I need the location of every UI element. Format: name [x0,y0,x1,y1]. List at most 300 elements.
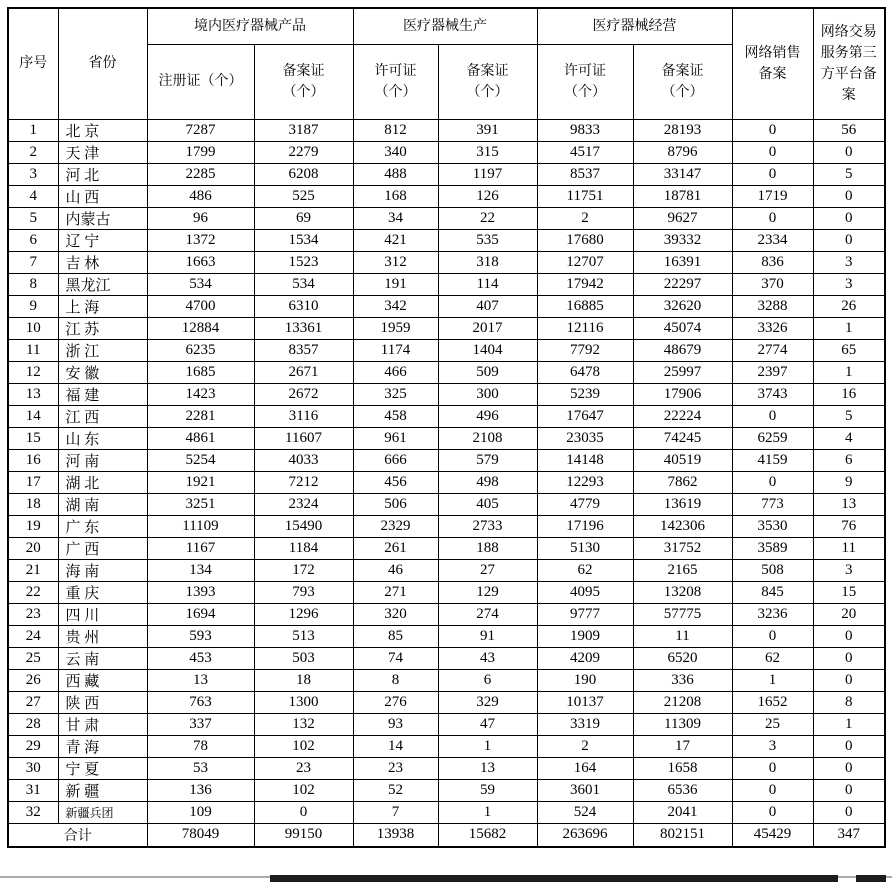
value-cell: 46 [353,559,438,581]
province-cell: 广 东 [58,515,147,537]
value-cell: 0 [732,141,813,163]
value-cell: 5254 [147,449,254,471]
total-value-cell: 45429 [732,823,813,847]
bottom-border-bar [270,875,838,882]
value-cell: 43 [438,647,537,669]
value-cell: 3187 [254,119,353,141]
seq-cell: 25 [8,647,58,669]
value-cell: 12116 [537,317,633,339]
seq-cell: 2 [8,141,58,163]
header-province: 省份 [58,8,147,119]
value-cell: 17 [633,735,732,757]
value-cell: 0 [813,141,885,163]
value-cell: 22297 [633,273,732,295]
province-cell: 辽 宁 [58,229,147,251]
value-cell: 126 [438,185,537,207]
value-cell: 17680 [537,229,633,251]
province-cell: 广 西 [58,537,147,559]
value-cell: 6 [813,449,885,471]
value-cell: 0 [813,185,885,207]
value-cell: 1909 [537,625,633,647]
medical-device-stats-table [7,7,886,848]
value-cell: 1372 [147,229,254,251]
value-cell: 666 [353,449,438,471]
value-cell: 7792 [537,339,633,361]
table-row [8,669,885,691]
value-cell: 5 [813,405,885,427]
value-cell: 6208 [254,163,353,185]
value-cell: 0 [813,647,885,669]
value-cell: 261 [353,537,438,559]
value-cell: 164 [537,757,633,779]
value-cell: 300 [438,383,537,405]
seq-cell: 14 [8,405,58,427]
value-cell: 1 [813,713,885,735]
header-group-production: 医疗器械生产 [353,8,537,44]
table-row [8,581,885,603]
value-cell: 188 [438,537,537,559]
value-cell: 2 [537,207,633,229]
value-cell: 405 [438,493,537,515]
value-cell: 11 [813,537,885,559]
seq-cell: 6 [8,229,58,251]
header-network-platform-line1: 网络交易 [820,24,877,40]
value-cell: 6520 [633,647,732,669]
value-cell: 26 [813,295,885,317]
header-product-filing-cert [254,44,353,119]
value-cell: 78 [147,735,254,757]
value-cell: 1167 [147,537,254,559]
value-cell: 496 [438,405,537,427]
value-cell: 0 [732,207,813,229]
value-cell: 17942 [537,273,633,295]
seq-cell: 8 [8,273,58,295]
value-cell: 57775 [633,603,732,625]
value-cell: 114 [438,273,537,295]
table-row [8,537,885,559]
province-cell: 江 西 [58,405,147,427]
table-header [8,8,885,119]
value-cell: 102 [254,735,353,757]
value-cell: 1 [732,669,813,691]
value-cell: 4700 [147,295,254,317]
province-cell: 黑龙江 [58,273,147,295]
value-cell: 0 [732,757,813,779]
value-cell: 276 [353,691,438,713]
value-cell: 136 [147,779,254,801]
table-row [8,229,885,251]
value-cell: 23 [353,757,438,779]
value-cell: 3288 [732,295,813,317]
value-cell: 32620 [633,295,732,317]
province-cell: 甘 肃 [58,713,147,735]
province-cell: 湖 南 [58,493,147,515]
table-row [8,339,885,361]
seq-cell: 32 [8,801,58,823]
value-cell: 340 [353,141,438,163]
seq-cell: 11 [8,339,58,361]
value-cell: 0 [732,779,813,801]
value-cell: 9 [813,471,885,493]
value-cell: 6536 [633,779,732,801]
value-cell: 274 [438,603,537,625]
value-cell: 13 [813,493,885,515]
value-cell: 11 [633,625,732,647]
seq-cell: 29 [8,735,58,757]
value-cell: 312 [353,251,438,273]
header-group-row [8,8,885,44]
header-operation-license [537,44,633,119]
province-cell: 上 海 [58,295,147,317]
header-production-filing [438,44,537,119]
value-cell: 1 [438,735,537,757]
value-cell: 525 [254,185,353,207]
value-cell: 0 [813,229,885,251]
value-cell: 466 [353,361,438,383]
value-cell: 12884 [147,317,254,339]
seq-cell: 17 [8,471,58,493]
value-cell: 0 [813,669,885,691]
value-cell: 4209 [537,647,633,669]
province-cell: 西 藏 [58,669,147,691]
header-group-operation: 医疗器械经营 [537,8,732,44]
seq-cell: 20 [8,537,58,559]
value-cell: 329 [438,691,537,713]
value-cell: 40519 [633,449,732,471]
value-cell: 11309 [633,713,732,735]
value-cell: 109 [147,801,254,823]
value-cell: 3530 [732,515,813,537]
value-cell: 1393 [147,581,254,603]
value-cell: 2108 [438,427,537,449]
table-row [8,735,885,757]
value-cell: 172 [254,559,353,581]
value-cell: 48679 [633,339,732,361]
value-cell: 15490 [254,515,353,537]
value-cell: 34 [353,207,438,229]
value-cell: 85 [353,625,438,647]
seq-cell: 13 [8,383,58,405]
value-cell: 2774 [732,339,813,361]
header-network-sales [732,8,813,119]
value-cell: 74245 [633,427,732,449]
table-row [8,801,885,823]
value-cell: 2281 [147,405,254,427]
seq-cell: 4 [8,185,58,207]
value-cell: 593 [147,625,254,647]
value-cell: 69 [254,207,353,229]
table-row [8,691,885,713]
total-value-cell: 802151 [633,823,732,847]
table-row [8,449,885,471]
value-cell: 0 [732,471,813,493]
value-cell: 0 [732,625,813,647]
header-network-sales-line2: 备案 [758,66,787,82]
value-cell: 13361 [254,317,353,339]
value-cell: 25997 [633,361,732,383]
value-cell: 0 [732,119,813,141]
province-cell: 河 南 [58,449,147,471]
value-cell: 2397 [732,361,813,383]
value-cell: 498 [438,471,537,493]
value-cell: 18 [254,669,353,691]
value-cell: 22224 [633,405,732,427]
value-cell: 5 [813,163,885,185]
seq-cell: 9 [8,295,58,317]
value-cell: 7 [353,801,438,823]
value-cell: 2041 [633,801,732,823]
value-cell: 337 [147,713,254,735]
province-cell: 新疆兵团 [58,801,147,823]
value-cell: 3326 [732,317,813,339]
seq-cell: 3 [8,163,58,185]
value-cell: 1719 [732,185,813,207]
value-cell: 1685 [147,361,254,383]
province-cell: 贵 州 [58,625,147,647]
value-cell: 2 [537,735,633,757]
value-cell: 3 [813,273,885,295]
value-cell: 2733 [438,515,537,537]
value-cell: 12707 [537,251,633,273]
value-cell: 1652 [732,691,813,713]
value-cell: 407 [438,295,537,317]
table-row [8,757,885,779]
seq-cell: 19 [8,515,58,537]
value-cell: 1423 [147,383,254,405]
value-cell: 3743 [732,383,813,405]
value-cell: 1 [813,361,885,383]
value-cell: 2329 [353,515,438,537]
value-cell: 4159 [732,449,813,471]
value-cell: 961 [353,427,438,449]
value-cell: 1921 [147,471,254,493]
table-row [8,559,885,581]
value-cell: 421 [353,229,438,251]
value-cell: 2279 [254,141,353,163]
total-value-cell: 15682 [438,823,537,847]
value-cell: 11109 [147,515,254,537]
value-cell: 509 [438,361,537,383]
total-row [8,823,885,847]
value-cell: 3116 [254,405,353,427]
seq-cell: 15 [8,427,58,449]
value-cell: 3601 [537,779,633,801]
province-cell: 云 南 [58,647,147,669]
value-cell: 16 [813,383,885,405]
value-cell: 0 [732,405,813,427]
value-cell: 168 [353,185,438,207]
province-cell: 福 建 [58,383,147,405]
seq-cell: 10 [8,317,58,339]
value-cell: 1174 [353,339,438,361]
value-cell: 13619 [633,493,732,515]
value-cell: 0 [732,163,813,185]
value-cell: 1523 [254,251,353,273]
table-row [8,427,885,449]
value-cell: 503 [254,647,353,669]
province-cell: 宁 夏 [58,757,147,779]
value-cell: 1 [438,801,537,823]
seq-cell: 31 [8,779,58,801]
value-cell: 325 [353,383,438,405]
value-cell: 91 [438,625,537,647]
value-cell: 33147 [633,163,732,185]
value-cell: 0 [732,801,813,823]
value-cell: 486 [147,185,254,207]
province-cell: 内蒙古 [58,207,147,229]
bottom-border-bar-right [856,875,886,882]
value-cell: 320 [353,603,438,625]
table-row [8,251,885,273]
value-cell: 28193 [633,119,732,141]
value-cell: 1959 [353,317,438,339]
value-cell: 142306 [633,515,732,537]
value-cell: 47 [438,713,537,735]
value-cell: 22 [438,207,537,229]
value-cell: 2671 [254,361,353,383]
province-cell: 北 京 [58,119,147,141]
province-cell: 天 津 [58,141,147,163]
value-cell: 96 [147,207,254,229]
value-cell: 132 [254,713,353,735]
value-cell: 7287 [147,119,254,141]
value-cell: 4779 [537,493,633,515]
seq-cell: 26 [8,669,58,691]
value-cell: 2334 [732,229,813,251]
value-cell: 14148 [537,449,633,471]
value-cell: 4861 [147,427,254,449]
seq-cell: 7 [8,251,58,273]
province-cell: 河 北 [58,163,147,185]
value-cell: 2165 [633,559,732,581]
table-row [8,273,885,295]
value-cell: 16885 [537,295,633,317]
header-operation-filing [633,44,732,119]
value-cell: 52 [353,779,438,801]
table-row [8,603,885,625]
value-cell: 15 [813,581,885,603]
value-cell: 2285 [147,163,254,185]
header-network-platform-line3: 方平台备 [820,66,877,82]
value-cell: 3 [813,559,885,581]
value-cell: 3 [732,735,813,757]
value-cell: 4517 [537,141,633,163]
value-cell: 8357 [254,339,353,361]
value-cell: 318 [438,251,537,273]
value-cell: 31752 [633,537,732,559]
header-reg-cert [147,44,254,119]
value-cell: 59 [438,779,537,801]
value-cell: 3251 [147,493,254,515]
value-cell: 812 [353,119,438,141]
value-cell: 10137 [537,691,633,713]
seq-cell: 5 [8,207,58,229]
province-cell: 陕 西 [58,691,147,713]
value-cell: 453 [147,647,254,669]
header-network-platform-line2: 服务第三 [820,45,877,61]
table-row [8,515,885,537]
value-cell: 7212 [254,471,353,493]
value-cell: 76 [813,515,885,537]
value-cell: 391 [438,119,537,141]
value-cell: 6259 [732,427,813,449]
seq-cell: 18 [8,493,58,515]
value-cell: 8537 [537,163,633,185]
value-cell: 17647 [537,405,633,427]
value-cell: 1694 [147,603,254,625]
table-row [8,647,885,669]
value-cell: 336 [633,669,732,691]
value-cell: 508 [732,559,813,581]
value-cell: 7862 [633,471,732,493]
value-cell: 8796 [633,141,732,163]
total-value-cell: 13938 [353,823,438,847]
value-cell: 1296 [254,603,353,625]
value-cell: 3236 [732,603,813,625]
value-cell: 1799 [147,141,254,163]
value-cell: 129 [438,581,537,603]
value-cell: 506 [353,493,438,515]
header-production-filing-line2: （个） [466,84,509,100]
seq-cell: 24 [8,625,58,647]
table-row [8,361,885,383]
value-cell: 17196 [537,515,633,537]
header-operation-license-line1: 许可证 [564,63,606,79]
value-cell: 6310 [254,295,353,317]
value-cell: 2017 [438,317,537,339]
value-cell: 3589 [732,537,813,559]
value-cell: 17906 [633,383,732,405]
seq-cell: 30 [8,757,58,779]
header-network-platform [813,8,885,119]
province-cell: 重 庆 [58,581,147,603]
value-cell: 0 [813,779,885,801]
table-row [8,383,885,405]
header-seq: 序号 [8,8,58,119]
value-cell: 14 [353,735,438,757]
value-cell: 18781 [633,185,732,207]
province-cell: 浙 江 [58,339,147,361]
table-row [8,713,885,735]
table-row [8,471,885,493]
table-row [8,317,885,339]
value-cell: 458 [353,405,438,427]
value-cell: 53 [147,757,254,779]
value-cell: 4033 [254,449,353,471]
value-cell: 1663 [147,251,254,273]
header-production-license-line2: （个） [374,84,417,100]
value-cell: 0 [254,801,353,823]
table-row [8,207,885,229]
table-row [8,163,885,185]
table-row [8,119,885,141]
value-cell: 1658 [633,757,732,779]
value-cell: 793 [254,581,353,603]
total-value-cell: 78049 [147,823,254,847]
header-reg-cert-line1: 注册证（个） [158,74,243,89]
province-cell: 山 西 [58,185,147,207]
value-cell: 12293 [537,471,633,493]
value-cell: 534 [254,273,353,295]
table-row [8,625,885,647]
value-cell: 6 [438,669,537,691]
value-cell: 2672 [254,383,353,405]
value-cell: 535 [438,229,537,251]
value-cell: 8 [813,691,885,713]
table-body [8,119,885,847]
seq-cell: 12 [8,361,58,383]
header-network-platform-line4: 案 [841,87,856,103]
